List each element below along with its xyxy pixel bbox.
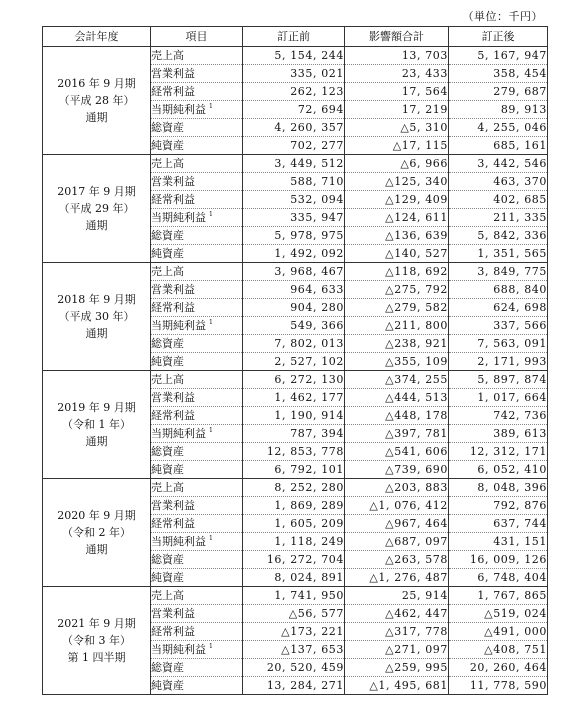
- fiscal-period-line: （平成 30 年）: [58, 310, 135, 323]
- item-label: 純資産: [151, 247, 184, 260]
- fiscal-period-line: 2016 年 9 月期: [57, 77, 136, 90]
- after-value-cell: 685, 161: [449, 137, 548, 155]
- impact-value-cell: △238, 921: [345, 335, 449, 353]
- after-value-cell: 6, 052, 410: [449, 461, 548, 479]
- before-value-cell: △173, 221: [243, 623, 345, 641]
- item-cell: [151, 443, 243, 461]
- header-before-correction: 訂正前: [243, 27, 345, 47]
- after-value-cell: 624, 698: [449, 299, 548, 317]
- impact-value-cell: △203, 883: [345, 479, 449, 497]
- financial-restatement-table: [42, 26, 548, 695]
- before-value-cell: 6, 272, 130: [243, 371, 345, 389]
- table-row: [43, 155, 548, 173]
- item-cell: [151, 317, 243, 335]
- fiscal-period-line: 通期: [85, 111, 108, 124]
- after-value-cell: 11, 778, 590: [449, 677, 548, 695]
- table-row: [43, 47, 548, 65]
- after-value-cell: 1, 351, 565: [449, 245, 548, 263]
- after-value-cell: 688, 840: [449, 281, 548, 299]
- table-row: [43, 263, 548, 281]
- item-label: 当期純利益: [151, 535, 206, 548]
- period-block: [43, 479, 548, 587]
- item-label: 売上高: [151, 481, 184, 494]
- fiscal-period-line: （令和 3 年）: [62, 634, 131, 647]
- before-value-cell: 335, 021: [243, 65, 345, 83]
- item-label: 純資産: [151, 679, 184, 692]
- item-cell: [151, 515, 243, 533]
- impact-value-cell: △355, 109: [345, 353, 449, 371]
- impact-value-cell: 25, 914: [345, 587, 449, 605]
- item-label: 当期純利益: [151, 427, 206, 440]
- fiscal-period-line: （平成 28 年）: [58, 94, 135, 107]
- item-label: 総資産: [151, 445, 184, 458]
- before-value-cell: 5, 978, 975: [243, 227, 345, 245]
- impact-value-cell: 17, 219: [345, 101, 449, 119]
- before-value-cell: 12, 853, 778: [243, 443, 345, 461]
- after-value-cell: △408, 751: [449, 641, 548, 659]
- before-value-cell: 1, 118, 249: [243, 533, 345, 551]
- item-cell: [151, 497, 243, 515]
- fiscal-period-cell: [43, 371, 151, 479]
- header-total-impact: 影響額合計: [345, 27, 449, 47]
- fiscal-period-line: 2019 年 9 月期: [57, 401, 136, 414]
- footnote-marker: 1: [209, 427, 213, 435]
- table-row: [43, 479, 548, 497]
- item-label: 売上高: [151, 157, 184, 170]
- after-value-cell: 402, 685: [449, 191, 548, 209]
- fiscal-period-line: 通期: [85, 219, 108, 232]
- after-value-cell: 389, 613: [449, 425, 548, 443]
- unit-label: （単位：千円）: [462, 10, 543, 23]
- after-value-cell: 211, 335: [449, 209, 548, 227]
- item-label: 当期純利益: [151, 211, 206, 224]
- item-cell: [151, 371, 243, 389]
- before-value-cell: 1, 462, 177: [243, 389, 345, 407]
- header-fiscal-year: 会計年度: [43, 27, 151, 47]
- after-value-cell: 742, 736: [449, 407, 548, 425]
- after-value-cell: 3, 442, 546: [449, 155, 548, 173]
- impact-value-cell: △317, 778: [345, 623, 449, 641]
- before-value-cell: △56, 577: [243, 605, 345, 623]
- after-value-cell: △519, 024: [449, 605, 548, 623]
- after-value-cell: 6, 748, 404: [449, 569, 548, 587]
- fiscal-period-line: 第 1 四半期: [67, 651, 126, 664]
- item-cell: [151, 641, 243, 659]
- before-value-cell: 1, 741, 950: [243, 587, 345, 605]
- item-cell: [151, 551, 243, 569]
- before-value-cell: 16, 272, 704: [243, 551, 345, 569]
- after-value-cell: 89, 913: [449, 101, 548, 119]
- fiscal-period-line: 2020 年 9 月期: [57, 509, 136, 522]
- fiscal-period-line: 2018 年 9 月期: [57, 293, 136, 306]
- fiscal-period-cell: [43, 47, 151, 155]
- before-value-cell: 549, 366: [243, 317, 345, 335]
- table-row: [43, 371, 548, 389]
- item-cell: [151, 461, 243, 479]
- fiscal-period-line: （令和 2 年）: [62, 526, 131, 539]
- item-cell: [151, 65, 243, 83]
- item-label: 営業利益: [151, 391, 195, 404]
- before-value-cell: 702, 277: [243, 137, 345, 155]
- impact-value-cell: △259, 995: [345, 659, 449, 677]
- after-value-cell: △491, 000: [449, 623, 548, 641]
- impact-value-cell: △263, 578: [345, 551, 449, 569]
- after-value-cell: 5, 842, 336: [449, 227, 548, 245]
- fiscal-period-cell: [43, 479, 151, 587]
- item-label: 総資産: [151, 229, 184, 242]
- item-label: 総資産: [151, 337, 184, 350]
- impact-value-cell: △462, 447: [345, 605, 449, 623]
- item-cell: [151, 281, 243, 299]
- item-label: 純資産: [151, 571, 184, 584]
- fiscal-period-line: 2017 年 9 月期: [57, 185, 136, 198]
- impact-value-cell: △279, 582: [345, 299, 449, 317]
- before-value-cell: 1, 869, 289: [243, 497, 345, 515]
- after-value-cell: 463, 370: [449, 173, 548, 191]
- before-value-cell: 588, 710: [243, 173, 345, 191]
- period-block: [43, 263, 548, 371]
- footnote-marker: 1: [209, 535, 213, 543]
- item-cell: [151, 623, 243, 641]
- after-value-cell: 5, 897, 874: [449, 371, 548, 389]
- impact-value-cell: △448, 178: [345, 407, 449, 425]
- footnote-marker: 1: [209, 103, 213, 111]
- impact-value-cell: △541, 606: [345, 443, 449, 461]
- item-cell: [151, 173, 243, 191]
- item-label: 売上高: [151, 49, 184, 62]
- item-cell: [151, 299, 243, 317]
- before-value-cell: 964, 633: [243, 281, 345, 299]
- item-label: 経常利益: [151, 517, 195, 530]
- fiscal-period-line: 2021 年 9 月期: [57, 617, 136, 630]
- item-cell: [151, 47, 243, 65]
- before-value-cell: 8, 252, 280: [243, 479, 345, 497]
- before-value-cell: 1, 605, 209: [243, 515, 345, 533]
- header-after-correction: 訂正後: [449, 27, 548, 47]
- impact-value-cell: 13, 703: [345, 47, 449, 65]
- item-cell: [151, 335, 243, 353]
- before-value-cell: 20, 520, 459: [243, 659, 345, 677]
- fiscal-period-line: 通期: [85, 435, 108, 448]
- item-label: 経常利益: [151, 193, 195, 206]
- item-label: 営業利益: [151, 499, 195, 512]
- item-cell: [151, 659, 243, 677]
- impact-value-cell: △1, 076, 412: [345, 497, 449, 515]
- impact-value-cell: △687, 097: [345, 533, 449, 551]
- after-value-cell: 8, 048, 396: [449, 479, 548, 497]
- after-value-cell: 20, 260, 464: [449, 659, 548, 677]
- item-label: 総資産: [151, 553, 184, 566]
- before-value-cell: 532, 094: [243, 191, 345, 209]
- impact-value-cell: △271, 097: [345, 641, 449, 659]
- item-cell: [151, 425, 243, 443]
- after-value-cell: 792, 876: [449, 497, 548, 515]
- item-cell: [151, 155, 243, 173]
- period-block: [43, 155, 548, 263]
- item-label: 総資産: [151, 661, 184, 674]
- impact-value-cell: △211, 800: [345, 317, 449, 335]
- footnote-marker: 1: [209, 211, 213, 219]
- item-label: 営業利益: [151, 175, 195, 188]
- before-value-cell: 787, 394: [243, 425, 345, 443]
- item-label: 売上高: [151, 373, 184, 386]
- after-value-cell: 7, 563, 091: [449, 335, 548, 353]
- item-cell: [151, 119, 243, 137]
- after-value-cell: 4, 255, 046: [449, 119, 548, 137]
- item-label: 経常利益: [151, 85, 195, 98]
- impact-value-cell: △136, 639: [345, 227, 449, 245]
- period-block: [43, 587, 548, 695]
- impact-value-cell: △118, 692: [345, 263, 449, 281]
- item-label: 経常利益: [151, 301, 195, 314]
- item-label: 経常利益: [151, 409, 195, 422]
- item-label: 営業利益: [151, 283, 195, 296]
- impact-value-cell: △967, 464: [345, 515, 449, 533]
- item-label: 売上高: [151, 589, 184, 602]
- impact-value-cell: △1, 495, 681: [345, 677, 449, 695]
- fiscal-period-line: （令和 1 年）: [62, 418, 131, 431]
- before-value-cell: 1, 190, 914: [243, 407, 345, 425]
- after-value-cell: 1, 767, 865: [449, 587, 548, 605]
- impact-value-cell: △5, 310: [345, 119, 449, 137]
- item-cell: [151, 245, 243, 263]
- before-value-cell: 5, 154, 244: [243, 47, 345, 65]
- after-value-cell: 637, 744: [449, 515, 548, 533]
- item-cell: [151, 83, 243, 101]
- before-value-cell: 262, 123: [243, 83, 345, 101]
- after-value-cell: 5, 167, 947: [449, 47, 548, 65]
- item-cell: [151, 227, 243, 245]
- impact-value-cell: △129, 409: [345, 191, 449, 209]
- impact-value-cell: △6, 966: [345, 155, 449, 173]
- impact-value-cell: △275, 792: [345, 281, 449, 299]
- impact-value-cell: △124, 611: [345, 209, 449, 227]
- table-row: [43, 587, 548, 605]
- header-row: [43, 27, 548, 47]
- item-label: 純資産: [151, 463, 184, 476]
- before-value-cell: 1, 492, 092: [243, 245, 345, 263]
- item-cell: [151, 605, 243, 623]
- impact-value-cell: △739, 690: [345, 461, 449, 479]
- fiscal-period-line: （平成 29 年）: [58, 202, 135, 215]
- item-label: 売上高: [151, 265, 184, 278]
- item-label: 営業利益: [151, 67, 195, 80]
- item-label: 純資産: [151, 355, 184, 368]
- before-value-cell: 3, 968, 467: [243, 263, 345, 281]
- before-value-cell: 6, 792, 101: [243, 461, 345, 479]
- period-block: [43, 371, 548, 479]
- item-cell: [151, 677, 243, 695]
- fiscal-period-cell: [43, 263, 151, 371]
- item-cell: [151, 533, 243, 551]
- fiscal-period-line: 通期: [85, 327, 108, 340]
- item-cell: [151, 389, 243, 407]
- impact-value-cell: △444, 513: [345, 389, 449, 407]
- before-value-cell: 335, 947: [243, 209, 345, 227]
- after-value-cell: 3, 849, 775: [449, 263, 548, 281]
- item-cell: [151, 137, 243, 155]
- after-value-cell: 431, 151: [449, 533, 548, 551]
- item-label: 総資産: [151, 121, 184, 134]
- impact-value-cell: △1, 276, 487: [345, 569, 449, 587]
- before-value-cell: 72, 694: [243, 101, 345, 119]
- item-cell: [151, 353, 243, 371]
- fiscal-period-line: 通期: [85, 543, 108, 556]
- before-value-cell: △137, 653: [243, 641, 345, 659]
- item-cell: [151, 479, 243, 497]
- impact-value-cell: △125, 340: [345, 173, 449, 191]
- impact-value-cell: 23, 433: [345, 65, 449, 83]
- item-label: 当期純利益: [151, 103, 206, 116]
- item-cell: [151, 407, 243, 425]
- before-value-cell: 3, 449, 512: [243, 155, 345, 173]
- item-label: 当期純利益: [151, 643, 206, 656]
- before-value-cell: 2, 527, 102: [243, 353, 345, 371]
- impact-value-cell: △17, 115: [345, 137, 449, 155]
- item-cell: [151, 209, 243, 227]
- after-value-cell: 12, 312, 171: [449, 443, 548, 461]
- item-cell: [151, 101, 243, 119]
- period-block: [43, 47, 548, 155]
- after-value-cell: 16, 009, 126: [449, 551, 548, 569]
- header-item: 項目: [151, 27, 243, 47]
- impact-value-cell: 17, 564: [345, 83, 449, 101]
- before-value-cell: 904, 280: [243, 299, 345, 317]
- fiscal-period-cell: [43, 587, 151, 695]
- footnote-marker: 1: [209, 319, 213, 327]
- item-label: 当期純利益: [151, 319, 206, 332]
- after-value-cell: 337, 566: [449, 317, 548, 335]
- after-value-cell: 279, 687: [449, 83, 548, 101]
- impact-value-cell: △397, 781: [345, 425, 449, 443]
- before-value-cell: 7, 802, 013: [243, 335, 345, 353]
- before-value-cell: 13, 284, 271: [243, 677, 345, 695]
- item-label: 経常利益: [151, 625, 195, 638]
- after-value-cell: 2, 171, 993: [449, 353, 548, 371]
- after-value-cell: 358, 454: [449, 65, 548, 83]
- before-value-cell: 4, 260, 357: [243, 119, 345, 137]
- item-label: 営業利益: [151, 607, 195, 620]
- item-label: 純資産: [151, 139, 184, 152]
- impact-value-cell: △140, 527: [345, 245, 449, 263]
- impact-value-cell: △374, 255: [345, 371, 449, 389]
- fiscal-period-cell: [43, 155, 151, 263]
- footnote-marker: 1: [209, 643, 213, 651]
- item-cell: [151, 569, 243, 587]
- before-value-cell: 8, 024, 891: [243, 569, 345, 587]
- item-cell: [151, 191, 243, 209]
- item-cell: [151, 587, 243, 605]
- item-cell: [151, 263, 243, 281]
- after-value-cell: 1, 017, 664: [449, 389, 548, 407]
